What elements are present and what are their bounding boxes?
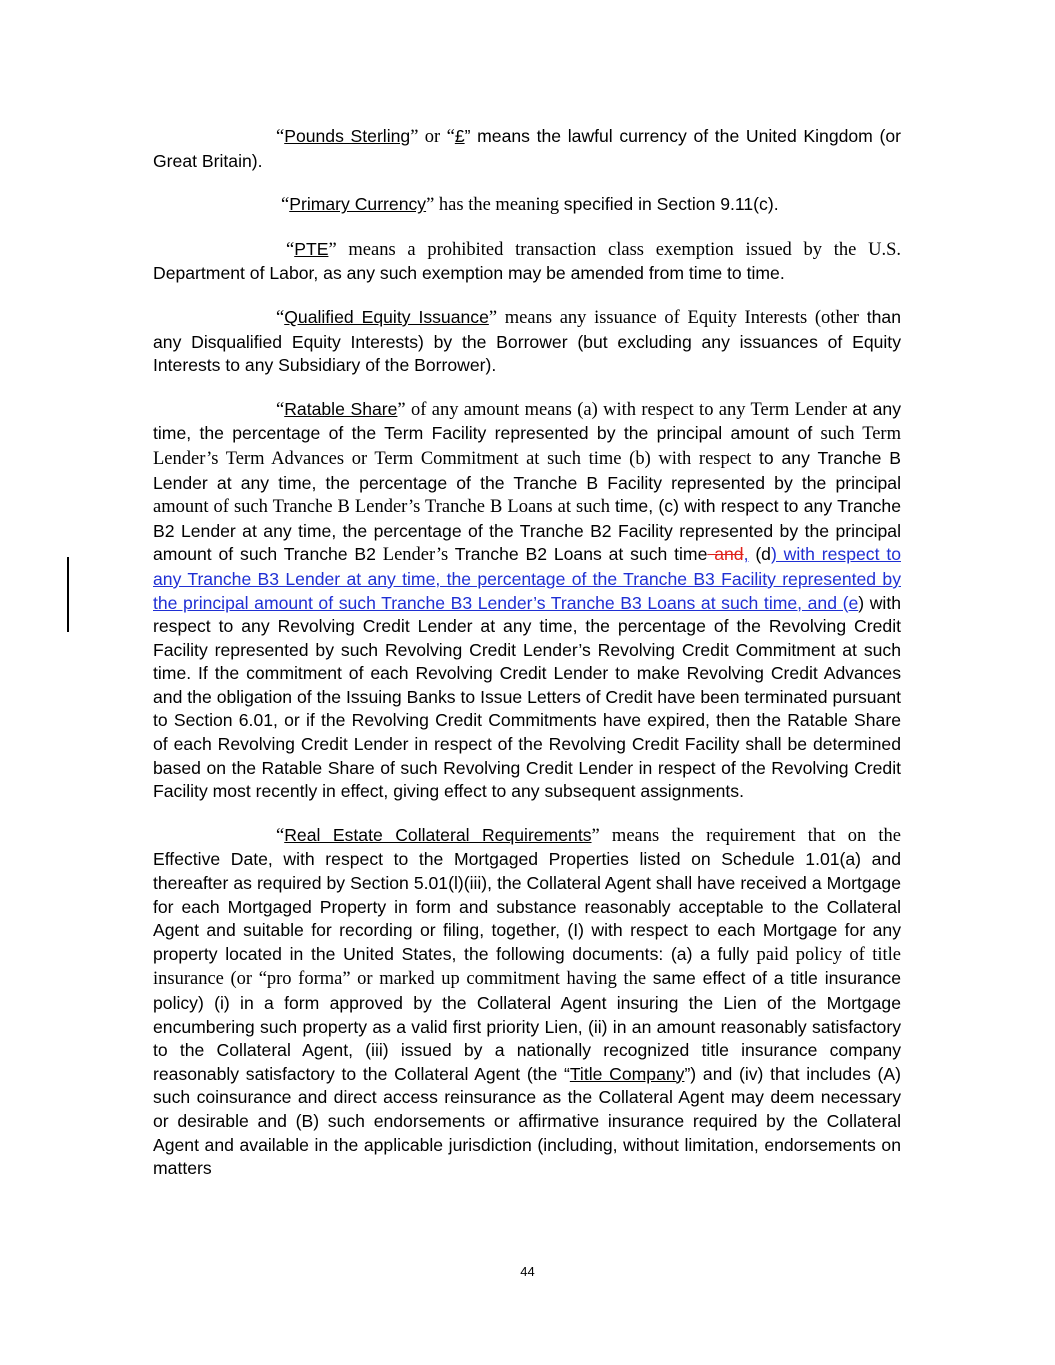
text: amount of such Tranche B Lender’s Tranche B Loans at such (153, 497, 615, 518)
quote-open: “ (276, 307, 285, 328)
text: such Term Lender’s Term Advances or Term Commitment at such time (b) with respect (153, 424, 901, 469)
revision-change-bar (67, 557, 69, 632)
deleted-text: and (707, 544, 744, 565)
quote-open: “ (276, 127, 285, 147)
definition-pte (153, 238, 901, 286)
defined-term: PTE (294, 238, 329, 259)
definition-ratable-share (153, 398, 901, 804)
text: Effective Date, with respect to the Mortgaged Properties listed on Schedule 1.01(a) and thereafter as required by Section 5.01(l)(iii), the Collateral Agent shall have received a Mortgage for each Mortgaged Property in form and substance reasonably acceptable to the Collateral Agent and suitable for recording or filing, together, (I) with respect to each Mortgage for any property located in the United States, the following documents: (a) a fully (153, 849, 901, 964)
defined-term: Qualified Equity Issuance (284, 306, 489, 327)
text: same effect of a title insurance policy) (i) in a form approved by the Collateral Agent insuring the Lien of the Mortgage encumbering such property as a valid first priority Lien, (ii) in an amount reasonably satisfactory to the Collateral Agent, (iii) issued by a nationally recognized title insurance company reasonably satisfactory to the Collateral Agent (the “ (153, 968, 901, 1084)
defined-term: Pounds Sterling (284, 126, 411, 146)
quote-open: “ (286, 239, 295, 260)
defined-term: Ratable Share (284, 398, 398, 419)
pound-symbol: £ (454, 126, 465, 146)
inserted-comma: , (743, 544, 749, 565)
text: specified in Section 9.11(c). (563, 194, 779, 215)
quote-open: “ (276, 399, 285, 420)
text: ) with respect to any Revolving Credit Lender at any time, the percentage of the Revolving Credit Facility represented by such Revolving Credit Lender’s Revolving Credit Commitment at such time. If the commitment of each Revolving Credit Lender to make Revolving Credit Advances and the obligation of the Issuing Banks to Issue Letters of Credit have been terminated pursuant to Section 6.01, or if the Revolving Credit Commitments have expired, then the Ratable Share of each Revolving Credit Lender in respect of the Revolving Credit Facility shall be determined based on the Ratable Share of such Revolving Credit Lender in respect of the Revolving Credit Facility most recently in effect, giving effect to any subsequent assignments. (153, 592, 901, 802)
definition-pounds-sterling (153, 125, 901, 173)
page-number: 44 (520, 1264, 535, 1279)
text: Lender’s (382, 545, 455, 566)
definition-qualified-equity-issuance (153, 306, 901, 378)
text: (d (748, 544, 771, 565)
text: ” means the requirement that on the (591, 825, 901, 846)
defined-term-title-company: Title Company (569, 1063, 685, 1084)
text: ” means any issuance of Equity Interests (other (488, 307, 867, 328)
definition-primary-currency (153, 193, 901, 218)
defined-term: Primary Currency (289, 194, 427, 215)
inserted-text: ) with respect to any Tranche B3 Lender at any time, the percentage of the Tranche B3 Facility represented by the principal amount of such Tranche B3 Lender’s Tranche B3 Loans at such time, and (e (153, 544, 901, 613)
text: time, (c) with respect to any Tranche B2 Lender at any time, the percentage of the Tranche B2 Facility represented by the principal amount of such Tranche B2 (153, 496, 902, 565)
text: Tranche B2 Loans at such time (454, 544, 708, 565)
defined-term: Real Estate Collateral Requirements (284, 824, 592, 845)
document-page (153, 125, 901, 1201)
text: than any Disqualified Equity Interests) by the Borrower (but excluding any issuances of Equity Interests to any Subsidiary of the Borrower). (153, 306, 901, 376)
text: at any time, the percentage of the Term Facility represented by the principal amount of (153, 398, 902, 444)
text: ” of any amount means (a) with respect to any Term Lender (397, 399, 853, 420)
text: ”) and (iv) that includes (A) such coinsurance and direct access reinsurance as the Collateral Agent may deem necessary or desirable and (B) such endorsements or affirmative insurance required by the Collateral Agent and available in the applicable jurisdiction (including, without limitation, endorsements on matters (153, 1063, 901, 1179)
definition-real-estate-collateral-requirements (153, 824, 901, 1181)
text: ” or “ (410, 127, 455, 147)
text: ” means a prohibited transaction class exemption issued by the U.S. (328, 239, 901, 260)
text: Department of Labor, as any such exemption may be amended from time to time. (153, 263, 785, 284)
text: ” means the lawful currency of the United Kingdom (or Great Britain). (153, 126, 901, 171)
quote-open: “ (281, 195, 290, 216)
quote-open: “ (276, 825, 285, 846)
text: ” has the meaning (426, 195, 564, 216)
text: paid policy of title insurance (or “pro forma” or marked up commitment having the (153, 944, 901, 990)
text: to any Tranche B Lender at any time, the percentage of the Tranche B Facility represented by the principal (153, 447, 901, 493)
